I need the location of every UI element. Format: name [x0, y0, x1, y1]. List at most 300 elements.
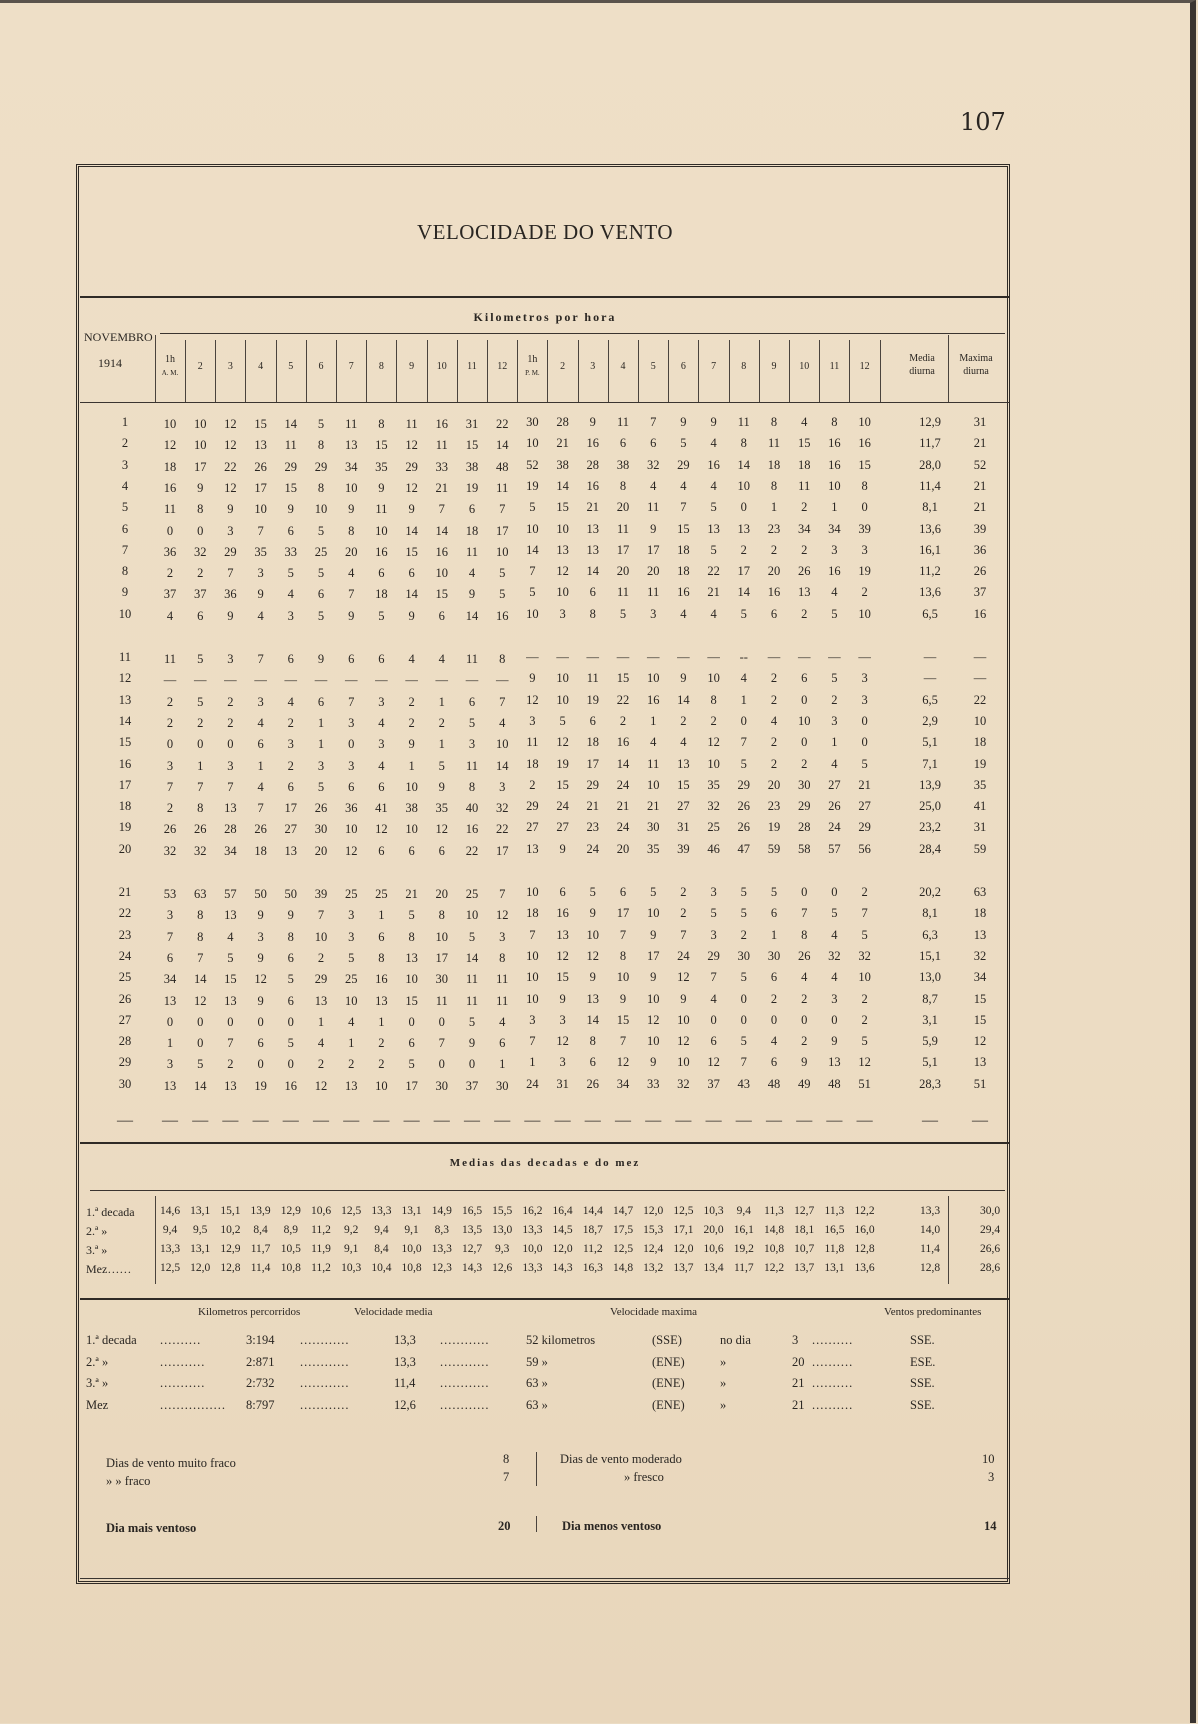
wind-value: 0	[408, 1014, 415, 1029]
medias-value: 12,6	[492, 1262, 513, 1274]
wind-value: 2	[740, 927, 747, 942]
medias-value: 10,0	[522, 1243, 543, 1255]
wind-value: 30	[797, 777, 811, 792]
wind-value: 26	[254, 822, 267, 837]
summary-dir: (ENE)	[652, 1397, 685, 1412]
wind-value: 2	[710, 713, 717, 728]
wind-value: 3	[378, 737, 385, 752]
medias-value: 11,3	[824, 1205, 845, 1217]
wind-value: 0	[257, 1014, 264, 1029]
maxima-diurna-value: 41	[973, 799, 987, 814]
wind-value: 2	[287, 715, 294, 730]
wind-value: 53	[163, 887, 177, 901]
wind-value: 30	[526, 415, 539, 429]
wind-value: 30	[646, 820, 660, 835]
wind-value: 0	[197, 523, 204, 538]
wind-value: 33	[435, 459, 449, 474]
wind-value: 1	[770, 500, 778, 515]
wind-value: 13	[405, 950, 418, 965]
summary-vent: SSE.	[910, 1333, 935, 1347]
wind-value: 6	[257, 737, 264, 752]
medias-value: 9,1	[344, 1243, 359, 1255]
wind-value: 14	[526, 542, 539, 557]
medias-value: 12,5	[159, 1262, 181, 1274]
wind-value: 3	[468, 737, 476, 752]
wind-value: 20	[646, 564, 660, 579]
wind-value: 2	[348, 1057, 355, 1072]
medias-value: 17,1	[673, 1224, 694, 1236]
dash-cell: —	[922, 1112, 938, 1129]
summary-km: 3:194	[246, 1333, 275, 1347]
wind-value: 4	[650, 735, 657, 750]
dias-fresco-label: » fresco	[624, 1470, 664, 1484]
medias-value: 12,0	[190, 1262, 211, 1274]
medias-media: 14,0	[919, 1224, 941, 1236]
wind-value: 10	[858, 970, 871, 985]
wind-value: 7	[438, 502, 445, 517]
wind-value: 3	[499, 929, 506, 944]
wind-value: 1	[378, 1014, 385, 1029]
wind-value: 2	[166, 801, 174, 816]
wind-value: 39	[677, 841, 690, 856]
maxima-diurna-value: 13	[973, 927, 987, 942]
wind-value: 8	[287, 929, 294, 944]
medias-value: 20,0	[703, 1224, 724, 1236]
wind-value: 17	[284, 801, 298, 816]
medias-value: 10,5	[280, 1243, 301, 1255]
dash-cell: —	[464, 1112, 480, 1129]
wind-value: 28	[797, 820, 811, 835]
summary-vmax: 63 »	[526, 1397, 548, 1412]
wind-value: 12	[586, 948, 600, 963]
wind-value: 28	[586, 457, 600, 472]
dash-cell: —	[433, 1112, 450, 1129]
summary-vent: SSE.	[910, 1397, 935, 1412]
wind-value: 2	[770, 991, 778, 1006]
header-rule	[80, 296, 1010, 298]
wind-value: 4	[348, 1014, 355, 1029]
period-label: P. M.	[525, 369, 540, 377]
media-diurna-value: 11,2	[919, 564, 941, 579]
wind-value: 14	[465, 950, 479, 965]
page-number: 107	[960, 108, 1006, 136]
wind-value: 3	[348, 758, 355, 773]
wind-value: 12	[858, 1055, 871, 1070]
wind-value: 48	[828, 1076, 841, 1091]
wind-value: 15	[556, 500, 569, 515]
wind-value: 21	[586, 500, 600, 515]
wind-value: 10	[646, 671, 660, 686]
wind-value: 10	[526, 521, 539, 536]
wind-value: 6	[650, 436, 657, 451]
wind-value: 11	[737, 415, 750, 429]
wind-value: 12	[556, 948, 569, 963]
maxima-diurna-value: 21	[973, 436, 987, 451]
wind-value: 1	[650, 713, 657, 728]
dias-mais-value: 20	[498, 1519, 511, 1533]
wind-value: 10	[405, 822, 418, 837]
media-diurna-value: 23,2	[919, 820, 941, 835]
wind-value: 5	[740, 756, 747, 771]
wind-value: 5	[317, 608, 325, 623]
medias-bottom-rule	[80, 1298, 1010, 1300]
wind-value: 18	[465, 523, 479, 538]
wind-value: 35	[707, 777, 720, 792]
wind-value: 11	[616, 415, 630, 429]
hour-header: 8	[741, 361, 747, 372]
dash-cell: —	[856, 1112, 873, 1129]
wind-value: 3	[166, 1057, 174, 1072]
medias-value: 11,3	[764, 1205, 784, 1217]
wind-value: 16	[586, 436, 600, 451]
wind-value: 5	[529, 500, 536, 515]
wind-value: 11	[798, 478, 811, 493]
wind-value: 12	[677, 1034, 690, 1049]
wind-value: 7	[257, 523, 264, 538]
medias-value: 9,5	[193, 1224, 208, 1236]
wind-value: 21	[405, 887, 418, 901]
wind-value: 9	[408, 502, 415, 517]
day-number: 26	[118, 991, 132, 1006]
dash-cell: —	[705, 1112, 722, 1129]
medias-max: 29,4	[979, 1224, 1001, 1236]
wind-value: 24	[556, 799, 569, 814]
wind-value: 10	[435, 566, 449, 581]
dias-moderado-label: Dias de vento moderado	[560, 1452, 682, 1466]
wind-value: 29	[314, 972, 328, 987]
wind-value: 9	[589, 906, 596, 921]
wind-value: 30	[737, 948, 751, 963]
wind-value: 9	[287, 502, 294, 517]
wind-value: 7	[317, 908, 325, 923]
wind-value: 6	[287, 523, 294, 538]
wind-value: 9	[317, 652, 325, 666]
body-bottom-rule	[80, 1142, 1010, 1144]
wind-value: 7	[740, 1055, 747, 1070]
wind-value: 8	[197, 801, 204, 816]
wind-value: 3	[861, 692, 868, 707]
medias-value: 13,4	[703, 1262, 724, 1274]
wind-value: 6	[468, 502, 476, 517]
wind-value: 30	[314, 822, 328, 837]
wind-value: 4	[680, 606, 687, 621]
wind-value: 13	[828, 1055, 841, 1070]
medias-value: 13,1	[824, 1262, 845, 1274]
wind-value: —	[526, 650, 539, 664]
wind-value: 0	[438, 1057, 445, 1072]
day-number: 21	[118, 885, 132, 899]
day-number: 7	[121, 542, 129, 557]
group-title: Kilometros por hora	[473, 310, 617, 324]
wind-value: 2	[378, 1036, 385, 1051]
wind-value: 18	[586, 735, 600, 750]
wind-value: 31	[677, 820, 690, 835]
medias-value: 9,3	[495, 1243, 510, 1255]
wind-value: 9	[257, 908, 264, 923]
wind-value: 7	[861, 906, 868, 921]
dias-moderado-value: 10	[982, 1452, 995, 1466]
wind-value: 21	[858, 777, 871, 792]
wind-value: 63	[193, 887, 207, 901]
wind-value: 10	[556, 585, 569, 600]
wind-value: 5	[378, 608, 385, 623]
wind-value: 18	[526, 906, 539, 921]
wind-value: 15	[435, 587, 449, 602]
wind-value: 29	[405, 459, 418, 474]
medias-media: 12,8	[919, 1262, 941, 1274]
wind-value: 6	[770, 606, 778, 621]
summary-label: 3.ª »	[86, 1376, 109, 1390]
hour-header: 12	[497, 361, 508, 372]
dash-cell: —	[735, 1112, 752, 1129]
wind-value: 9	[680, 415, 687, 429]
wind-value: 8	[317, 438, 325, 453]
wind-value: 52	[526, 457, 539, 472]
wind-value: 15	[797, 436, 811, 451]
summary-label: Mez	[86, 1397, 109, 1412]
wind-value: 16	[465, 822, 479, 837]
wind-value: 4	[287, 694, 294, 709]
wind-value: 8	[197, 502, 204, 517]
wind-value: 9	[257, 993, 264, 1008]
wind-value: 9	[801, 1055, 808, 1070]
media-diurna-value: 5,1	[922, 735, 938, 750]
summary-dots4: ..........	[812, 1376, 854, 1390]
wind-value: 6	[257, 1036, 264, 1051]
media-diurna-value: 11,4	[919, 478, 941, 493]
wind-value: 10	[495, 544, 509, 559]
dash-cell: —	[826, 1112, 843, 1129]
wind-value: 14	[193, 972, 207, 987]
wind-value: 16	[435, 417, 449, 431]
wind-value: 3	[559, 1012, 566, 1027]
wind-value: 6	[438, 608, 445, 623]
wind-value: 33	[284, 544, 298, 559]
wind-value: 12	[556, 735, 569, 750]
wind-value: 10	[314, 502, 328, 517]
wind-value: 2	[801, 1034, 808, 1049]
wind-value: 2	[227, 715, 234, 730]
wind-value: 0	[468, 1057, 476, 1072]
wind-value: 29	[707, 948, 720, 963]
medias-divider	[948, 1196, 949, 1284]
wind-value: 7	[166, 779, 174, 794]
summary-dir: (ENE)	[652, 1376, 685, 1390]
medias-value: 8,3	[434, 1224, 449, 1236]
wind-value: 0	[166, 1014, 174, 1029]
wind-value: 8	[408, 929, 415, 944]
wind-value: 29	[526, 799, 539, 814]
hour-header: 10	[436, 361, 447, 372]
wind-value: 6	[287, 652, 294, 666]
wind-value: 2	[287, 758, 294, 773]
wind-value: 7	[166, 929, 174, 944]
wind-value: 10	[163, 417, 177, 431]
medias-value: 14,4	[582, 1205, 603, 1217]
wind-value: 2	[861, 885, 868, 899]
medias-rule	[90, 1190, 1005, 1191]
wind-value: 43	[737, 1076, 751, 1091]
year-label: 1914	[98, 356, 122, 370]
wind-value: 11	[163, 502, 177, 517]
month-label: NOVEMBRO	[84, 330, 153, 344]
wind-value: 16	[707, 457, 720, 472]
wind-value: 3	[529, 1012, 536, 1027]
wind-value: 9	[408, 737, 415, 752]
wind-value: 15	[284, 480, 298, 495]
wind-value: 12	[495, 908, 509, 923]
wind-value: 32	[858, 948, 871, 963]
wind-value: 24	[828, 820, 841, 835]
hour-header: 8	[378, 361, 384, 372]
wind-value: 8	[317, 480, 325, 495]
day-number: 4	[121, 478, 129, 493]
wind-value: 16	[828, 564, 841, 579]
wind-value: 18	[677, 542, 690, 557]
wind-value: 22	[495, 822, 509, 837]
wind-value: 3	[348, 715, 355, 730]
maxima-diurna-value: —	[973, 650, 987, 664]
media-header: Media	[909, 353, 935, 364]
medias-value: 10,3	[341, 1262, 362, 1274]
wind-value: 9	[227, 608, 234, 623]
wind-value: 7	[257, 801, 264, 816]
wind-value: 20	[616, 500, 630, 515]
hour-header: 9	[771, 361, 777, 372]
wind-value: 6	[559, 885, 566, 899]
media-diurna-value: 25,0	[919, 799, 941, 814]
wind-value: 26	[163, 822, 177, 837]
wind-value: 1	[740, 692, 747, 707]
wind-value: 30	[495, 1078, 509, 1093]
medias-value: 12,7	[461, 1243, 483, 1255]
media-diurna-value: 13,6	[919, 521, 941, 536]
summary-header: Velocidade media	[354, 1306, 433, 1318]
dias-menos-value: 14	[984, 1519, 997, 1533]
wind-value: 3	[227, 758, 234, 773]
wind-value: 15	[254, 417, 267, 431]
day-number: 28	[118, 1034, 132, 1049]
wind-value: 5	[499, 566, 506, 581]
wind-value: 18	[254, 843, 267, 858]
wind-value: 34	[797, 521, 811, 536]
medias-value: 12,9	[220, 1243, 241, 1255]
wind-value: 3	[861, 542, 868, 557]
hour-header: 5	[650, 361, 656, 372]
day-number: 1	[121, 415, 129, 429]
medias-value: 11,2	[311, 1262, 331, 1274]
wind-value: —	[858, 650, 871, 664]
summary-vm: 11,4	[394, 1376, 416, 1390]
medias-value: 10,6	[310, 1205, 332, 1217]
maxima-diurna-value: 35	[973, 777, 987, 792]
wind-value: 11	[647, 500, 660, 515]
maxima-diurna-value: 34	[973, 970, 987, 985]
wind-value: 3	[378, 694, 385, 709]
wind-value: 6	[408, 843, 415, 858]
media-diurna-value: 11,7	[919, 436, 941, 451]
wind-value: 16	[767, 585, 781, 600]
wind-value: 5	[740, 885, 747, 899]
wind-value: 20	[767, 777, 781, 792]
medias-row-label: 3.ª »	[86, 1243, 108, 1257]
medias-value: 17,5	[612, 1224, 634, 1236]
wind-value: 3	[227, 652, 234, 666]
wind-value: 5	[710, 542, 717, 557]
wind-value: 33	[646, 1076, 660, 1091]
wind-value: 0	[257, 1057, 264, 1072]
medias-value: 12,4	[643, 1243, 664, 1255]
wind-value: 56	[858, 841, 871, 856]
wind-value: 9	[710, 415, 717, 429]
wind-value: 10	[344, 480, 358, 495]
wind-value: 32	[193, 843, 207, 858]
wind-value: 11	[465, 544, 479, 559]
wind-value: 0	[861, 500, 868, 515]
wind-value: 14	[465, 608, 479, 623]
wind-value: 5	[650, 885, 657, 899]
wind-value: 13	[344, 1078, 358, 1093]
wind-value: 39	[314, 887, 328, 901]
medias-value: 14,7	[612, 1205, 634, 1217]
medias-value: 13,2	[643, 1262, 664, 1274]
wind-value: 2	[680, 906, 687, 921]
wind-value: 3	[166, 758, 174, 773]
wind-value: 2	[317, 1057, 325, 1072]
wind-value: 1	[378, 908, 385, 923]
wind-value: 18	[375, 587, 388, 602]
wind-value: 17	[495, 523, 509, 538]
medias-value: 16,1	[733, 1224, 754, 1236]
wind-value: 10	[344, 993, 358, 1008]
wind-value: 15	[405, 993, 418, 1008]
wind-value: 4	[227, 929, 234, 944]
wind-value: 10	[707, 756, 720, 771]
wind-value: 6	[619, 436, 627, 451]
maxima-diurna-value: 51	[973, 1076, 987, 1091]
wind-value: 1	[317, 1014, 325, 1029]
wind-value: 5	[710, 500, 717, 515]
hour-header: 3	[227, 361, 233, 372]
wind-value: 10	[526, 948, 539, 963]
wind-value: 15	[405, 544, 418, 559]
wind-value: 5	[619, 606, 627, 621]
wind-value: 6	[317, 694, 325, 709]
media-diurna-value: 15,1	[919, 948, 941, 963]
wind-value: 5	[287, 566, 294, 581]
maxima-diurna-value: 13	[973, 1055, 987, 1070]
wind-value: 13	[163, 1078, 177, 1093]
wind-value: 12	[405, 438, 418, 453]
wind-value: —	[556, 650, 569, 664]
wind-value: 10	[375, 523, 388, 538]
medias-value: 13,3	[522, 1262, 543, 1274]
wind-value: 35	[254, 544, 267, 559]
wind-value: 17	[495, 843, 509, 858]
medias-value: 18,1	[794, 1224, 815, 1236]
wind-value: 0	[801, 735, 808, 750]
medias-value: 16,4	[552, 1205, 573, 1217]
summary-dots3: ............	[440, 1333, 490, 1347]
wind-value: 5	[740, 1034, 747, 1049]
wind-value: 12	[224, 480, 237, 495]
medias-value: 9,4	[162, 1224, 178, 1236]
wind-value: 2	[770, 671, 778, 686]
max-divider	[948, 335, 949, 402]
wind-value: 11	[586, 671, 599, 686]
summary-dir: (SSE)	[652, 1333, 682, 1347]
wind-value: 13	[224, 1078, 237, 1093]
